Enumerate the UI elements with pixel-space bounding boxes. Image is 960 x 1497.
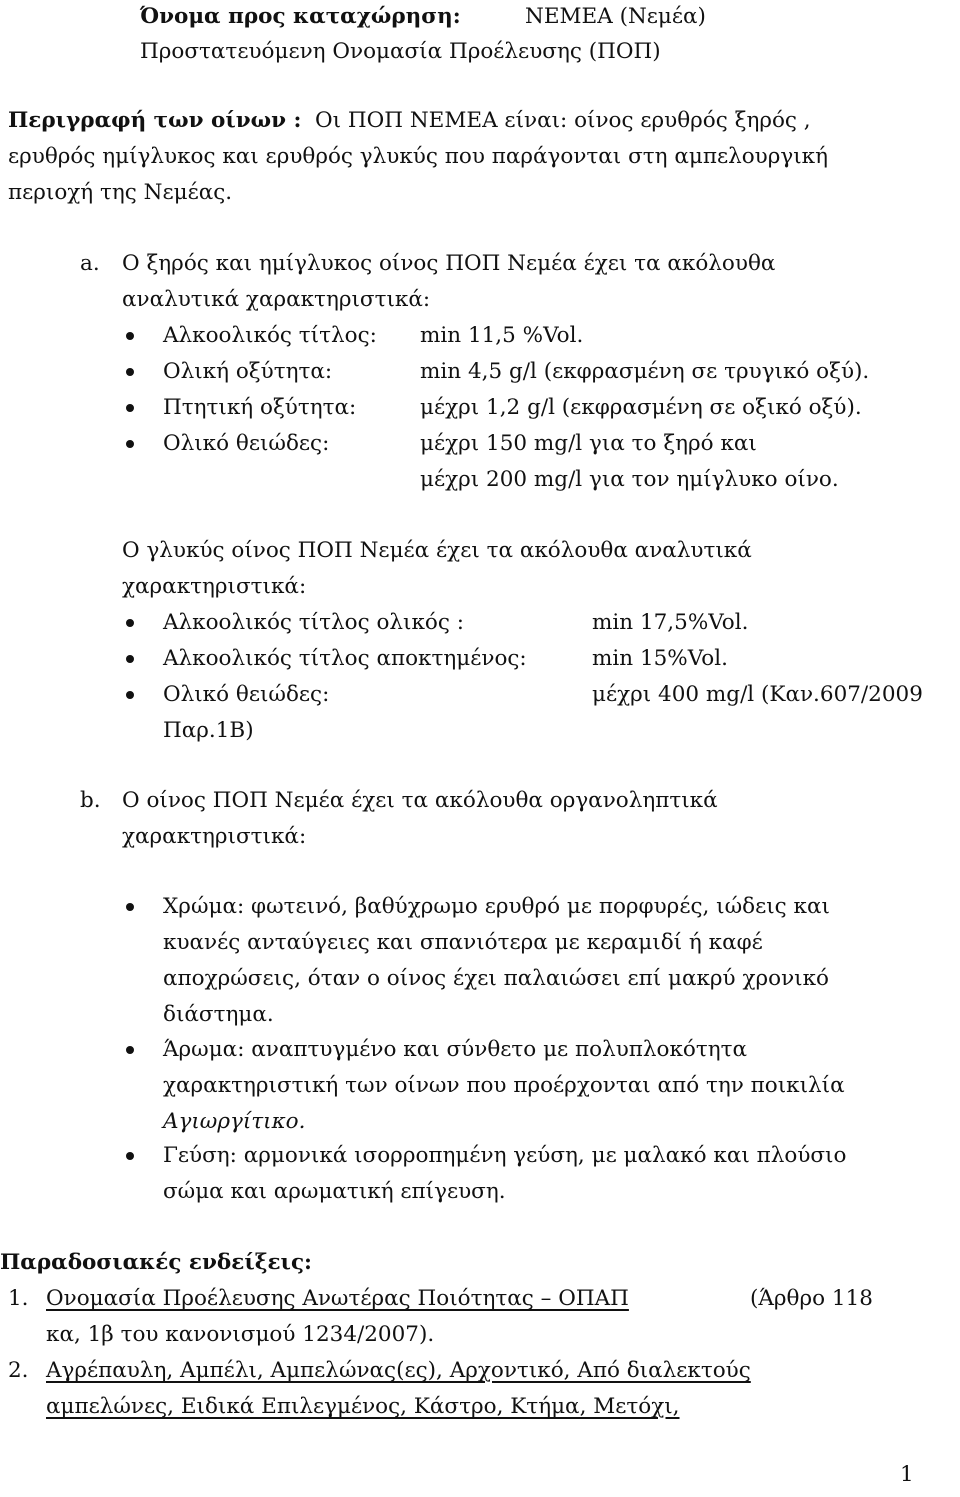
b-item3-line1: Γεύση: αρμονικά ισορροπημένη γεύση, με μαλακό και πλούσιο [163, 1143, 847, 1168]
sweet-item3-value: μέχρι 400 mg/l (Καν.607/2009 [592, 682, 923, 707]
sweet-intro2: χαρακτηριστικά: [122, 574, 307, 599]
sweet-item2-value: min 15%Vol. [592, 646, 728, 671]
a-item4-value2: μέχρι 200 mg/l για τον ημίγλυκο οίνο. [420, 467, 839, 492]
section-a-marker: a. [80, 251, 100, 276]
section-b-marker: b. [80, 788, 101, 813]
description-label: Περιγραφή των οίνων : [8, 108, 302, 133]
b-item1-line3: αποχρώσεις, όταν ο οίνος έχει παλαιώσει επί μακρύ χρονικό [163, 966, 829, 991]
b-item1-line4: διάστημα. [163, 1002, 274, 1027]
a-item3-label: Πτητική οξύτητα: [163, 395, 357, 420]
a-item2-value: min 4,5 g/l (εκφρασμένη σε τρυγικό οξύ). [420, 359, 870, 384]
section-b-intro2: χαρακτηριστικά: [122, 824, 307, 849]
a-item4-label: Ολικό θειώδες: [163, 431, 330, 456]
sweet-item3-label: Ολικό θειώδες: [163, 682, 330, 707]
b-item2-line2: χαρακτηριστική των οίνων που προέρχονται από την ποικιλία [163, 1073, 845, 1098]
a-item1-value: min 11,5 %Vol. [420, 323, 584, 348]
sweet-item3-value2: Παρ.1Β) [163, 718, 254, 743]
bullet-icon [126, 903, 134, 911]
page-number: 1 [900, 1462, 914, 1487]
a-item4-value: μέχρι 150 mg/l για το ξηρό και [420, 431, 757, 456]
trad-item2-line2: αμπελώνες, Ειδικά Επιλεγμένος, Κάστρο, Κτήμα, Μετόχι, [46, 1394, 680, 1419]
bullet-icon [126, 1152, 134, 1160]
b-item1-line2: κυανές ανταύγειες και σπανιότερα με κεραμιδί ή καφέ [163, 930, 763, 955]
trad-item1-underlined: Ονομασία Προέλευσης Ανωτέρας Ποιότητας – ΟΠΑΠ [46, 1286, 629, 1311]
designation: Προστατευόμενη Ονομασία Προέλευσης (ΠΟΠ) [140, 39, 661, 64]
traditional-heading: Παραδοσιακές ενδείξεις: [0, 1250, 312, 1275]
bullet-icon [126, 404, 134, 412]
bullet-icon [126, 691, 134, 699]
trad-item1-rest: (Άρθρο 118 [750, 1286, 873, 1311]
b-item1-line1: Χρώμα: φωτεινό, βαθύχρωμο ερυθρό με πορφυρές, ιώδεις και [163, 894, 830, 919]
sweet-item1-label: Αλκοολικός τίτλος ολικός : [163, 610, 464, 635]
bullet-icon [126, 1046, 134, 1054]
bullet-icon [126, 619, 134, 627]
b-item2-line1: Άρωμα: αναπτυγμένο και σύνθετο με πολυπλοκότητα [163, 1037, 748, 1062]
description-line3: περιοχή της Νεμέας. [8, 180, 233, 205]
description-line1: Οι ΠΟΠ ΝΕΜΕΑ είναι: οίνος ερυθρός ξηρός , [315, 108, 811, 133]
sweet-intro1: Ο γλυκύς οίνος ΠΟΠ Νεμέα έχει τα ακόλουθα αναλυτικά [122, 538, 752, 563]
a-item1-label: Αλκοολικός τίτλος: [163, 323, 377, 348]
name-value: ΝΕΜΕΑ (Νεμέα) [525, 4, 706, 29]
sweet-item1-value: min 17,5%Vol. [592, 610, 749, 635]
description-line2: ερυθρός ημίγλυκος και ερυθρός γλυκύς που παράγονται στη αμπελουργική [8, 144, 828, 169]
section-b-intro1: Ο οίνος ΠΟΠ Νεμέα έχει τα ακόλουθα οργανοληπτικά [122, 788, 718, 813]
a-item2-label: Ολική οξύτητα: [163, 359, 333, 384]
section-a-intro2: αναλυτικά χαρακτηριστικά: [122, 287, 431, 312]
trad-item2-number: 2. [8, 1358, 29, 1383]
section-a-intro1: Ο ξηρός και ημίγλυκος οίνος ΠΟΠ Νεμέα έχει τα ακόλουθα [122, 251, 776, 276]
bullet-icon [126, 655, 134, 663]
a-item3-value: μέχρι 1,2 g/l (εκφρασμένη σε οξικό οξύ). [420, 395, 862, 420]
b-item3-line2: σώμα και αρωματική επίγευση. [163, 1179, 506, 1204]
bullet-icon [126, 368, 134, 376]
bullet-icon [126, 440, 134, 448]
trad-item1-number: 1. [8, 1286, 29, 1311]
name-label: Όνομα προς καταχώρηση: [140, 4, 461, 29]
sweet-item2-label: Αλκοολικός τίτλος αποκτημένος: [163, 646, 527, 671]
bullet-icon [126, 332, 134, 340]
b-item2-italic: Αγιωργίτικο. [163, 1109, 306, 1134]
trad-item1-line2: κα, 1β του κανονισμού 1234/2007). [46, 1322, 435, 1347]
trad-item2-underlined: Αγρέπαυλη, Αμπέλι, Αμπελώνας(ες), Αρχοντικό, Από διαλεκτούς [46, 1358, 751, 1383]
